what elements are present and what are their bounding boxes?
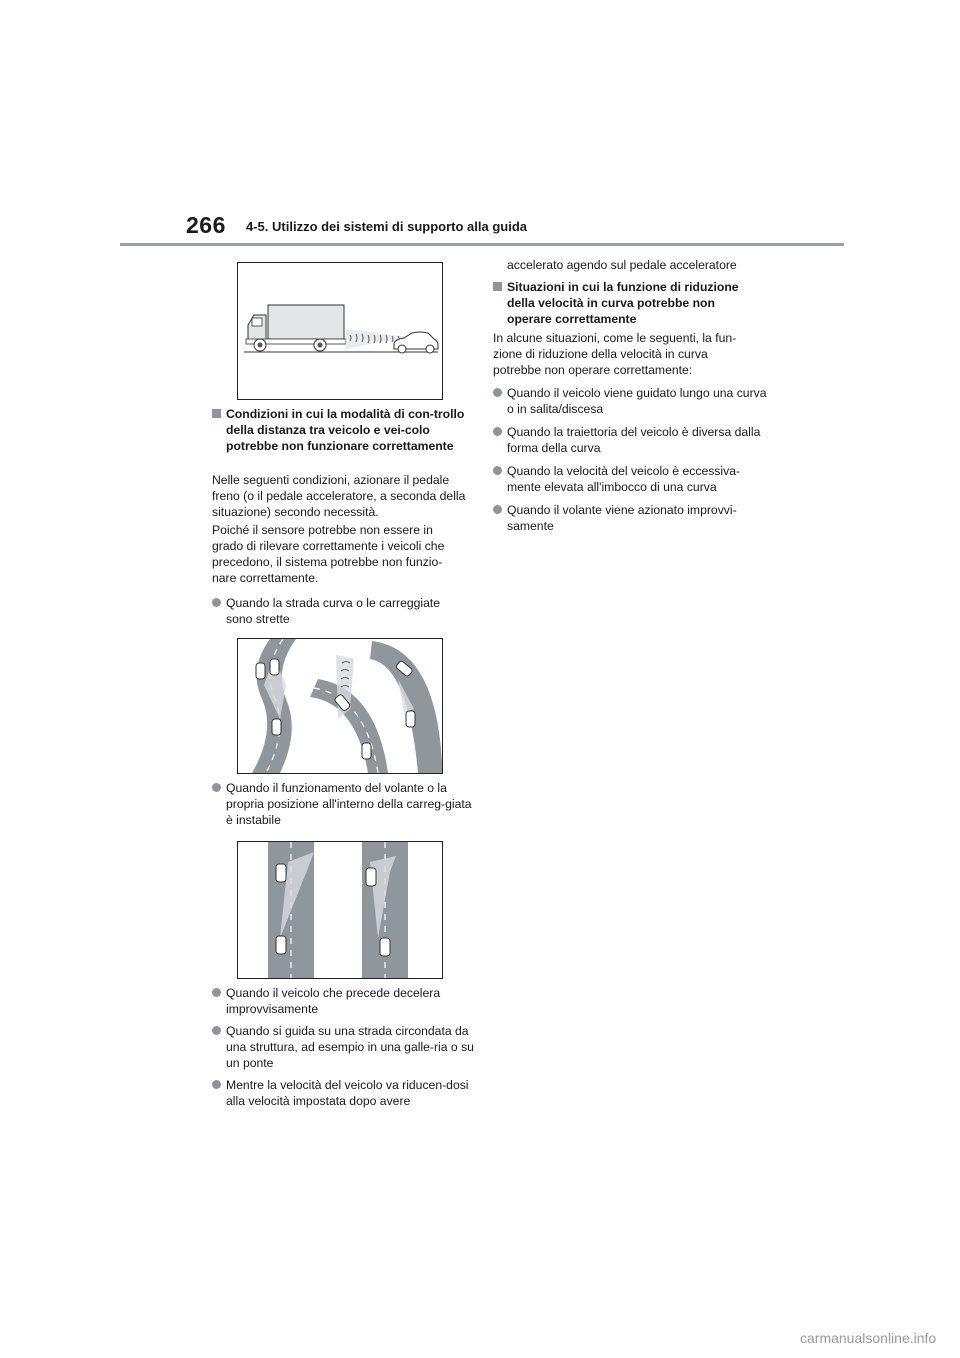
bullet-dot-icon: [493, 388, 502, 397]
bullet-dot-icon: [212, 1080, 221, 1089]
bullet-vehicle-decelerates: [212, 985, 476, 1017]
section-title: 4-5. Utilizzo dei sistemi di supporto alla guida: [246, 219, 527, 234]
page-number: 266: [186, 212, 226, 238]
heading-distance-control: [212, 406, 480, 454]
bullet-text: Quando il funzionamento del volante o la propria posizione all'interno della carreg-giata è instabile: [226, 781, 472, 827]
heading-text: Situazioni in cui la funzione di riduzione della velocità in curva potrebbe non operare correttamente: [507, 280, 739, 326]
bullet-excessive-speed: [493, 463, 769, 495]
curved-roads-illustration: [238, 639, 442, 773]
bullet-steering-unstable: [212, 780, 476, 828]
bullet-text: Quando il volante viene azionato improvvi-samente: [507, 503, 737, 533]
paragraph-situations: In alcune situazioni, come le seguenti, la fun-zione di riduzione della velocità in curva potrebbe non operare correttamente:: [493, 331, 737, 377]
bullet-curved-road: [212, 595, 466, 627]
bullet-text: Quando la strada curva o le carreggiate sono strette: [226, 596, 441, 626]
continued-text: accelerato agendo sul pedale acceleratore: [507, 258, 737, 272]
bullet-text: Quando si guida su una strada circondata da una struttura, ad esempio in una galle-ria o su un ponte: [226, 1024, 474, 1070]
bullet-dot-icon: [212, 783, 221, 792]
bullet-tunnel-bridge: [212, 1023, 480, 1071]
bullet-dot-icon: [212, 1026, 221, 1035]
header-rule: [120, 243, 844, 246]
paragraph-conditions: Nelle seguenti condizioni, azionare il pedale freno (o il pedale acceleratore, a seconda della situazione) secondo necessità.: [212, 473, 466, 519]
bullet-trajectory: [493, 424, 769, 456]
bullet-dot-icon: [212, 598, 221, 607]
bullet-dot-icon: [493, 427, 502, 436]
bullet-dot-icon: [493, 466, 502, 475]
straight-roads-illustration: [238, 842, 442, 978]
bullet-dot-icon: [212, 988, 221, 997]
bullet-text: Quando la traiettoria del veicolo è diversa dalla forma della curva: [507, 425, 761, 455]
bullet-speed-reducing: [212, 1077, 476, 1109]
heading-text: Condizioni in cui la modalità di con-trollo della distanza tra veicolo e vei-colo potrebbe non funzionare correttamente: [226, 407, 465, 453]
figure-curved-roads: [237, 638, 443, 774]
heading-curve-speed-reduction: [493, 279, 757, 327]
bullet-text: Quando la velocità del veicolo è eccessiva-mente elevata all'imbocco di una curva: [507, 464, 741, 494]
truck-following-illustration: [238, 263, 442, 399]
bullet-text: Mentre la velocità del veicolo va riducen-dosi alla velocità impostata dopo avere: [226, 1078, 469, 1108]
figure-straight-roads: [237, 841, 443, 979]
bullet-sudden-steering: [493, 502, 769, 534]
heading-square-icon: [212, 409, 221, 418]
figure-truck-following: [237, 262, 443, 400]
bullet-curve-slope: [493, 385, 769, 417]
paragraph-sensor: Poiché il sensore potrebbe non essere in grado di rilevare correttamente i veicoli che precedono, il sistema potrebbe non funzio-nare correttamente.: [212, 523, 445, 585]
footer-watermark: carmanualsonline.info: [800, 1330, 937, 1346]
bullet-text: Quando il veicolo che precede decelera improvvisamente: [226, 986, 441, 1016]
bullet-text: Quando il veicolo viene guidato lungo una curva o in salita/discesa: [507, 386, 767, 416]
heading-square-icon: [493, 282, 502, 291]
bullet-dot-icon: [493, 505, 502, 514]
